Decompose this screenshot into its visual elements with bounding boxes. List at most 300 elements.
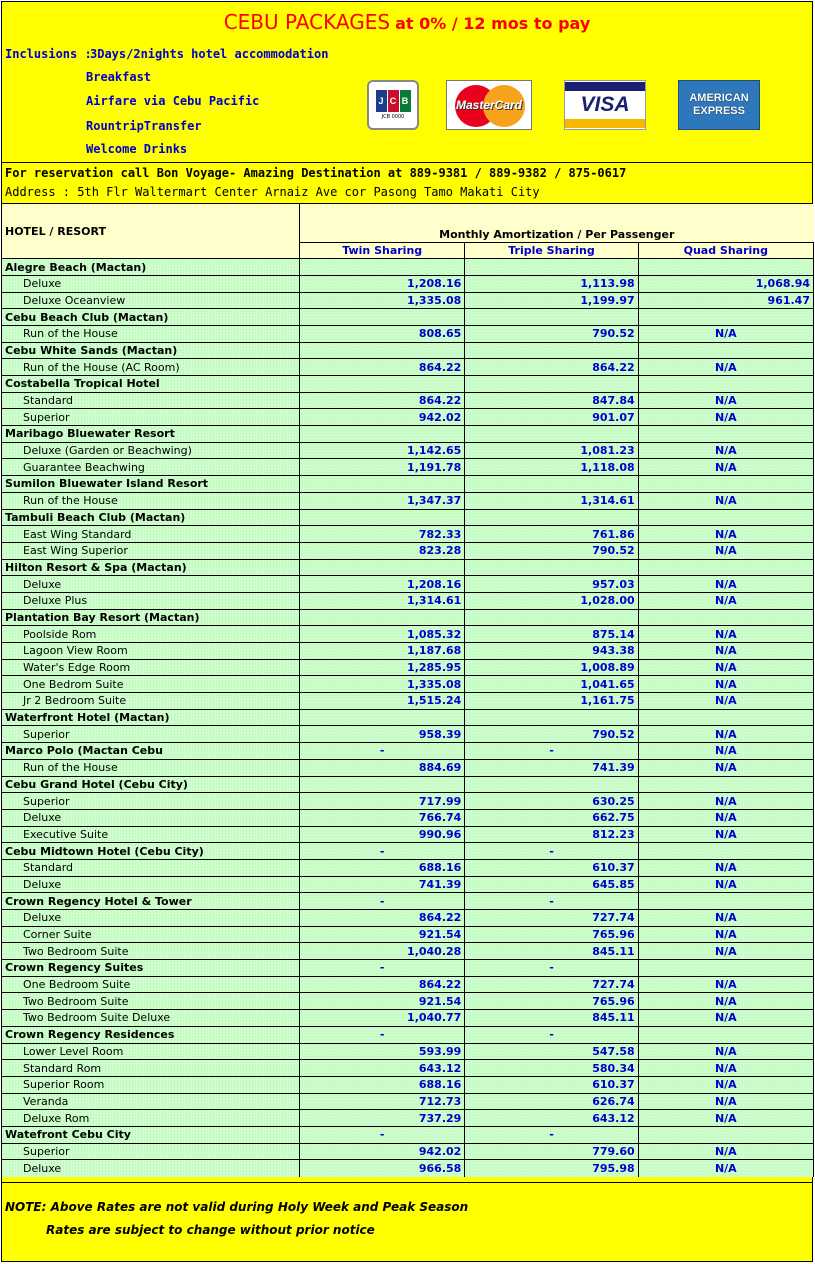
triple-rate-cell: 1,113.98 [465,275,638,292]
hotel-name: Cebu Midtown Hotel (Cebu City) [2,843,300,860]
quad-rate-cell: N/A [638,526,813,543]
col-triple-header: Triple Sharing [465,242,638,259]
triple-rate-cell [465,342,638,359]
triple-rate-cell: 957.03 [465,576,638,593]
quad-rate-cell: N/A [638,409,813,426]
triple-rate-cell: 1,314.61 [465,492,638,509]
room-row [2,1060,814,1077]
quad-rate-cell [638,309,813,326]
inclusion-item: Welcome Drinks [86,142,188,156]
quad-rate-cell [638,342,813,359]
room-type: Superior [2,726,300,743]
quad-rate-cell: N/A [638,1076,813,1093]
hotel-row [2,960,814,977]
triple-rate-cell: 727.74 [465,976,638,993]
triple-rate-cell: 727.74 [465,910,638,927]
hotel-row [2,509,814,526]
hotel-row [2,709,814,726]
triple-rate-cell [465,309,638,326]
room-type: Deluxe Oceanview [2,292,300,309]
room-row [2,643,814,660]
note-line-2: Rates are subject to change without prior notice [46,1223,375,1237]
triple-rate-cell: 779.60 [465,1143,638,1160]
twin-rate-cell: - [300,843,465,860]
triple-rate-cell: 795.98 [465,1160,638,1177]
hotel-name: Crown Regency Hotel & Tower [2,893,300,910]
quad-rate-cell: N/A [638,693,813,710]
quad-rate-cell: N/A [638,793,813,810]
twin-rate-cell: - [300,960,465,977]
hotel-row [2,843,814,860]
twin-rate-cell: 942.02 [300,1143,465,1160]
address-line: Address : 5th Flr Waltermart Center Arnaiz Ave cor Pasong Tamo Makati City [5,185,540,199]
quad-rate-cell: N/A [638,993,813,1010]
twin-rate-cell: 766.74 [300,809,465,826]
room-row [2,392,814,409]
twin-rate-cell: 1,142.65 [300,442,465,459]
triple-rate-cell: 1,118.08 [465,459,638,476]
room-type: Deluxe [2,809,300,826]
triple-rate-cell: 790.52 [465,726,638,743]
twin-rate-cell [300,609,465,626]
room-row [2,976,814,993]
hotel-row [2,743,814,760]
room-row [2,576,814,593]
twin-rate-cell: 688.16 [300,859,465,876]
jcb-letter: B [400,90,411,112]
hotel-row [2,376,814,393]
room-type: Run of the House [2,759,300,776]
triple-rate-cell [465,709,638,726]
jcb-caption: JCB 0000 [381,114,405,120]
room-row [2,676,814,693]
triple-rate-cell: 1,028.00 [465,592,638,609]
room-row [2,876,814,893]
hotel-row [2,259,814,276]
room-row [2,1043,814,1060]
quad-rate-cell: N/A [638,943,813,960]
amex-line1: AMERICAN [689,92,749,104]
triple-rate-cell: - [465,1026,638,1043]
triple-rate-cell [465,609,638,626]
hotel-name: Cebu Grand Hotel (Cebu City) [2,776,300,793]
room-type: Deluxe Plus [2,592,300,609]
room-type: Superior [2,793,300,810]
room-type: Jr 2 Bedroom Suite [2,693,300,710]
room-type: Veranda [2,1093,300,1110]
jcb-letter: J [376,90,387,112]
room-row [2,325,814,342]
hotel-row [2,559,814,576]
triple-rate-cell [465,559,638,576]
quad-rate-cell: N/A [638,926,813,943]
twin-rate-cell [300,476,465,493]
twin-rate-cell: 942.02 [300,409,465,426]
inclusion-item: Airfare via Cebu Pacific [86,94,260,108]
room-type: Two Bedroom Suite [2,993,300,1010]
triple-rate-cell: - [465,960,638,977]
triple-rate-cell: 845.11 [465,943,638,960]
quad-rate-cell: N/A [638,643,813,660]
room-type: Lagoon View Room [2,643,300,660]
rates-body [2,259,814,1177]
hotel-name: Marco Polo (Mactan Cebu [2,743,300,760]
quad-rate-cell: N/A [638,759,813,776]
quad-rate-cell: N/A [638,359,813,376]
triple-rate-cell: 645.85 [465,876,638,893]
triple-rate-cell: 812.23 [465,826,638,843]
twin-rate-cell: 921.54 [300,993,465,1010]
twin-rate-cell: 712.73 [300,1093,465,1110]
hotel-name: Sumilon Bluewater Island Resort [2,476,300,493]
triple-rate-cell: 761.86 [465,526,638,543]
quad-rate-cell: 1,068.94 [638,275,813,292]
room-row [2,759,814,776]
col-monthly-header: Monthly Amortization / Per Passenger [300,204,814,242]
twin-rate-cell: 1,335.08 [300,292,465,309]
quad-rate-cell [638,609,813,626]
triple-rate-cell: 1,199.97 [465,292,638,309]
twin-rate-cell: 1,187.68 [300,643,465,660]
room-type: Guarantee Beachwing [2,459,300,476]
twin-rate-cell: - [300,1026,465,1043]
room-row [2,459,814,476]
quad-rate-cell [638,376,813,393]
twin-rate-cell: 864.22 [300,910,465,927]
jcb-letter: C [388,90,399,112]
twin-rate-cell: 1,347.37 [300,492,465,509]
twin-rate-cell: - [300,743,465,760]
quad-rate-cell [638,259,813,276]
room-type: Deluxe [2,876,300,893]
twin-rate-cell: 643.12 [300,1060,465,1077]
col-twin-header: Twin Sharing [300,242,465,259]
quad-rate-cell: N/A [638,809,813,826]
room-type: Water's Edge Room [2,659,300,676]
twin-rate-cell: 1,515.24 [300,693,465,710]
amex-logo [678,80,760,130]
rates-table [2,204,814,1177]
room-type: Standard Rom [2,1060,300,1077]
twin-rate-cell: 864.22 [300,392,465,409]
triple-rate-cell: 790.52 [465,325,638,342]
hotel-name: Hilton Resort & Spa (Mactan) [2,559,300,576]
twin-rate-cell: 1,085.32 [300,626,465,643]
quad-rate-cell: N/A [638,976,813,993]
twin-rate-cell [300,509,465,526]
twin-rate-cell: 990.96 [300,826,465,843]
quad-rate-cell [638,1126,813,1143]
triple-rate-cell: 547.58 [465,1043,638,1060]
room-row [2,826,814,843]
hotel-row [2,609,814,626]
room-row [2,592,814,609]
twin-rate-cell [300,342,465,359]
quad-rate-cell [638,559,813,576]
amex-line2: EXPRESS [693,105,745,117]
twin-rate-cell: 864.22 [300,359,465,376]
quad-rate-cell: N/A [638,392,813,409]
twin-rate-cell [300,309,465,326]
hotel-name: Tambuli Beach Club (Mactan) [2,509,300,526]
title-sub: at 0% / 12 mos to pay [395,14,591,33]
visa-logo [564,80,646,130]
triple-rate-cell: 1,081.23 [465,442,638,459]
room-type: Deluxe Rom [2,1110,300,1127]
room-type: East Wing Standard [2,526,300,543]
triple-rate-cell: 643.12 [465,1110,638,1127]
hotel-name: Watefront Cebu City [2,1126,300,1143]
quad-rate-cell: N/A [638,1010,813,1027]
quad-rate-cell: N/A [638,1143,813,1160]
quad-rate-cell: N/A [638,1160,813,1177]
hotel-row [2,1126,814,1143]
quad-rate-cell [638,426,813,443]
quad-rate-cell [638,960,813,977]
room-row [2,409,814,426]
room-row [2,1010,814,1027]
room-type: Deluxe (Garden or Beachwing) [2,442,300,459]
twin-rate-cell: 1,335.08 [300,676,465,693]
twin-rate-cell [300,776,465,793]
room-row [2,726,814,743]
triple-rate-cell: 626.74 [465,1093,638,1110]
triple-rate-cell: 901.07 [465,409,638,426]
twin-rate-cell: 1,314.61 [300,592,465,609]
twin-rate-cell: 1,040.77 [300,1010,465,1027]
room-type: Deluxe [2,910,300,927]
room-row [2,1076,814,1093]
hotel-name: Plantation Bay Resort (Mactan) [2,609,300,626]
title-main: CEBU PACKAGES [223,10,391,34]
room-type: Corner Suite [2,926,300,943]
triple-rate-cell [465,426,638,443]
triple-rate-cell: 610.37 [465,1076,638,1093]
hotel-name: Alegre Beach (Mactan) [2,259,300,276]
triple-rate-cell [465,509,638,526]
triple-rate-cell: 1,008.89 [465,659,638,676]
triple-rate-cell: 943.38 [465,643,638,660]
triple-rate-cell: 610.37 [465,859,638,876]
triple-rate-cell: 790.52 [465,542,638,559]
room-type: Two Bedroom Suite [2,943,300,960]
quad-rate-cell: N/A [638,492,813,509]
triple-rate-cell: 845.11 [465,1010,638,1027]
triple-rate-cell: 630.25 [465,793,638,810]
note-line-1: NOTE: Above Rates are not valid during Holy Week and Peak Season [5,1200,469,1214]
quad-rate-cell: N/A [638,659,813,676]
triple-rate-cell: 765.96 [465,926,638,943]
twin-rate-cell [300,376,465,393]
hotel-row [2,309,814,326]
room-row [2,1160,814,1177]
col-quad-header: Quad Sharing [638,242,813,259]
quad-rate-cell: N/A [638,459,813,476]
quad-rate-cell: N/A [638,542,813,559]
hotel-name: Crown Regency Suites [2,960,300,977]
hotel-row [2,426,814,443]
twin-rate-cell [300,559,465,576]
twin-rate-cell: 958.39 [300,726,465,743]
triple-rate-cell: 741.39 [465,759,638,776]
triple-rate-cell: - [465,1126,638,1143]
room-row [2,442,814,459]
hotel-name: Maribago Bluewater Resort [2,426,300,443]
quad-rate-cell [638,893,813,910]
divider [2,162,812,163]
twin-rate-cell: 808.65 [300,325,465,342]
twin-rate-cell: 1,191.78 [300,459,465,476]
room-row [2,910,814,927]
room-type: Deluxe [2,1160,300,1177]
room-type: East Wing Superior [2,542,300,559]
quad-rate-cell [638,476,813,493]
twin-rate-cell [300,709,465,726]
room-row [2,542,814,559]
twin-rate-cell: 966.58 [300,1160,465,1177]
hotel-row [2,776,814,793]
twin-rate-cell: 921.54 [300,926,465,943]
twin-rate-cell: 688.16 [300,1076,465,1093]
triple-rate-cell: - [465,843,638,860]
quad-rate-cell: N/A [638,1093,813,1110]
hotel-row [2,893,814,910]
quad-rate-cell [638,509,813,526]
rates-sheet [1,1,813,1262]
room-type: Superior Room [2,1076,300,1093]
inclusion-item: RountripTransfer [86,119,202,133]
jcb-logo [367,80,419,130]
room-row [2,359,814,376]
room-row [2,275,814,292]
twin-rate-cell: 1,285.95 [300,659,465,676]
col-hotel-header: HOTEL / RESORT [2,204,300,259]
room-type: Standard [2,859,300,876]
room-type: One Bedrom Suite [2,676,300,693]
quad-rate-cell: N/A [638,576,813,593]
room-row [2,1110,814,1127]
room-row [2,1093,814,1110]
twin-rate-cell: 884.69 [300,759,465,776]
room-type: Superior [2,409,300,426]
twin-rate-cell: 823.28 [300,542,465,559]
room-row [2,526,814,543]
room-type: Deluxe [2,275,300,292]
quad-rate-cell: N/A [638,442,813,459]
quad-rate-cell: N/A [638,826,813,843]
triple-rate-cell [465,376,638,393]
inclusion-item: Breakfast [86,70,152,84]
room-row [2,809,814,826]
hotel-row [2,342,814,359]
triple-rate-cell: - [465,893,638,910]
mastercard-logo [446,80,532,130]
quad-rate-cell: N/A [638,910,813,927]
inclusion-item: 3Days/2nights hotel accommodation [90,47,329,61]
twin-rate-cell: - [300,893,465,910]
quad-rate-cell: N/A [638,876,813,893]
triple-rate-cell: 580.34 [465,1060,638,1077]
hotel-name: Cebu White Sands (Mactan) [2,342,300,359]
reservation-line: For reservation call Bon Voyage- Amazing Destination at 889-9381 / 889-9382 / 875-0617 [5,166,627,180]
triple-rate-cell: - [465,743,638,760]
triple-rate-cell: 1,041.65 [465,676,638,693]
twin-rate-cell: 741.39 [300,876,465,893]
room-type: Executive Suite [2,826,300,843]
room-type: Standard [2,392,300,409]
twin-rate-cell: 717.99 [300,793,465,810]
page-title [2,10,812,34]
twin-rate-cell: 1,040.28 [300,943,465,960]
hotel-name: Costabella Tropical Hotel [2,376,300,393]
room-row [2,793,814,810]
room-row [2,292,814,309]
twin-rate-cell [300,259,465,276]
room-row [2,659,814,676]
triple-rate-cell: 864.22 [465,359,638,376]
hotel-name: Waterfront Hotel (Mactan) [2,709,300,726]
hotel-row [2,476,814,493]
visa-text: VISA [580,93,630,116]
quad-rate-cell: N/A [638,676,813,693]
hotel-name: Cebu Beach Club (Mactan) [2,309,300,326]
room-type: Deluxe [2,576,300,593]
twin-rate-cell [300,426,465,443]
room-row [2,693,814,710]
triple-rate-cell: 875.14 [465,626,638,643]
triple-rate-cell: 662.75 [465,809,638,826]
room-type: Superior [2,1143,300,1160]
triple-rate-cell [465,476,638,493]
triple-rate-cell: 765.96 [465,993,638,1010]
quad-rate-cell [638,709,813,726]
hotel-row [2,1026,814,1043]
quad-rate-cell [638,776,813,793]
divider [2,1182,812,1183]
room-row [2,943,814,960]
quad-rate-cell: N/A [638,1043,813,1060]
room-type: Two Bedroom Suite Deluxe [2,1010,300,1027]
quad-rate-cell: N/A [638,325,813,342]
twin-rate-cell: 737.29 [300,1110,465,1127]
quad-rate-cell [638,1026,813,1043]
twin-rate-cell: 1,208.16 [300,275,465,292]
mastercard-text: MasterCard [455,98,523,112]
triple-rate-cell: 1,161.75 [465,693,638,710]
triple-rate-cell [465,259,638,276]
triple-rate-cell: 847.84 [465,392,638,409]
room-type: Run of the House (AC Room) [2,359,300,376]
quad-rate-cell: N/A [638,743,813,760]
quad-rate-cell: N/A [638,726,813,743]
room-row [2,1143,814,1160]
quad-rate-cell: N/A [638,592,813,609]
triple-rate-cell [465,776,638,793]
quad-rate-cell: N/A [638,1060,813,1077]
twin-rate-cell: 864.22 [300,976,465,993]
quad-rate-cell: N/A [638,1110,813,1127]
quad-rate-cell: N/A [638,859,813,876]
hotel-name: Crown Regency Residences [2,1026,300,1043]
inclusions-label: Inclusions : [5,47,92,61]
room-type: One Bedroom Suite [2,976,300,993]
room-row [2,926,814,943]
twin-rate-cell: 593.99 [300,1043,465,1060]
room-row [2,859,814,876]
room-type: Lower Level Room [2,1043,300,1060]
twin-rate-cell: - [300,1126,465,1143]
room-type: Run of the House [2,492,300,509]
